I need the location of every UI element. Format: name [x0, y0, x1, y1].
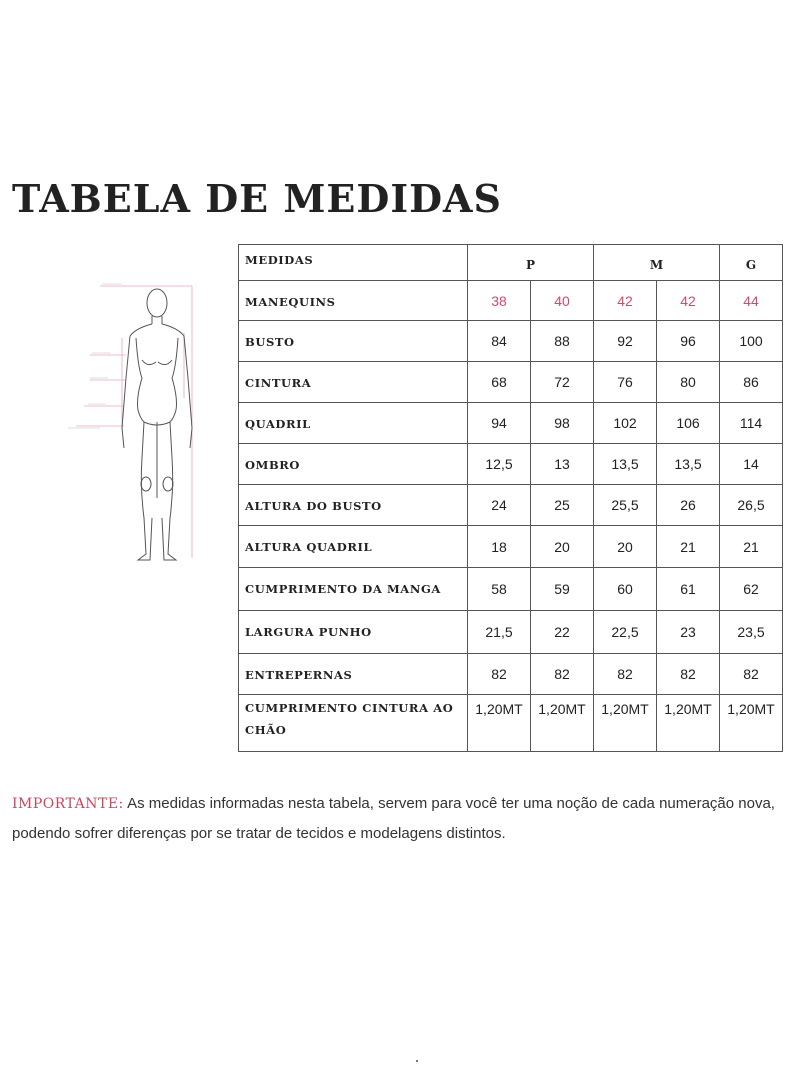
- table-cell: 24: [468, 485, 531, 526]
- table-cell: 23,5: [720, 611, 783, 654]
- table-cell: 25: [531, 485, 594, 526]
- page-title: TABELA DE MEDIDAS: [12, 176, 502, 221]
- table-header-row: [239, 245, 783, 281]
- table-cell: 59: [531, 568, 594, 611]
- table-cell: 98: [531, 403, 594, 444]
- table-cell: 62: [720, 568, 783, 611]
- table-cell: 1,20MT: [468, 695, 531, 752]
- table-cell: 72: [531, 362, 594, 403]
- table-cell: 13: [531, 444, 594, 485]
- table-row: [239, 526, 783, 568]
- table-row: [239, 611, 783, 654]
- table-cell: 44: [720, 281, 783, 321]
- table-cell: 82: [594, 654, 657, 695]
- table-cell: 106: [657, 403, 720, 444]
- table-cell: 114: [720, 403, 783, 444]
- table-cell: 76: [594, 362, 657, 403]
- header-label: MEDIDAS: [239, 245, 468, 281]
- table-cell: 80: [657, 362, 720, 403]
- table-cell: 23: [657, 611, 720, 654]
- table-cell: 14: [720, 444, 783, 485]
- table-cell: 13,5: [594, 444, 657, 485]
- table-cell: 82: [468, 654, 531, 695]
- row-label: MANEQUINS: [239, 281, 468, 321]
- table-cell: 12,5: [468, 444, 531, 485]
- table-cell: 1,20MT: [657, 695, 720, 752]
- table-cell: 26: [657, 485, 720, 526]
- body-measurement-figure-icon: [60, 278, 210, 568]
- table-row: [239, 654, 783, 695]
- row-label: LARGURA PUNHO: [239, 611, 468, 654]
- table-row: [239, 695, 783, 752]
- table-cell: 84: [468, 321, 531, 362]
- table-cell: 21,5: [468, 611, 531, 654]
- table-cell: 25,5: [594, 485, 657, 526]
- row-label: CUMPRIMENTO DA MANGA: [239, 568, 468, 611]
- row-label: CUMPRIMENTO CINTURA AO CHÃO: [239, 695, 468, 752]
- table-cell: 94: [468, 403, 531, 444]
- table-cell: 20: [594, 526, 657, 568]
- table-cell: 38: [468, 281, 531, 321]
- table-cell: 82: [657, 654, 720, 695]
- table-cell: 86: [720, 362, 783, 403]
- table-cell: 21: [657, 526, 720, 568]
- table-cell: 102: [594, 403, 657, 444]
- row-label: ENTREPERNAS: [239, 654, 468, 695]
- table-cell: 96: [657, 321, 720, 362]
- table-cell: 100: [720, 321, 783, 362]
- table-cell: 60: [594, 568, 657, 611]
- table-row: [239, 362, 783, 403]
- table-cell: 58: [468, 568, 531, 611]
- table-cell: 26,5: [720, 485, 783, 526]
- table-cell: 40: [531, 281, 594, 321]
- page-mark: [416, 1060, 418, 1062]
- table-row: [239, 321, 783, 362]
- table-cell: 88: [531, 321, 594, 362]
- table-cell: 18: [468, 526, 531, 568]
- table-cell: 42: [657, 281, 720, 321]
- table-cell: 1,20MT: [531, 695, 594, 752]
- table-cell: 82: [531, 654, 594, 695]
- size-group-p: P: [468, 245, 594, 281]
- table-cell: 68: [468, 362, 531, 403]
- table-cell: 21: [720, 526, 783, 568]
- important-note: [12, 789, 792, 849]
- table-cell: 20: [531, 526, 594, 568]
- row-label: OMBRO: [239, 444, 468, 485]
- table-row: [239, 485, 783, 526]
- table-row: [239, 281, 783, 321]
- table-cell: 1,20MT: [594, 695, 657, 752]
- size-table: [238, 244, 783, 752]
- table-cell: 22,5: [594, 611, 657, 654]
- table-row: [239, 568, 783, 611]
- table-cell: 22: [531, 611, 594, 654]
- row-label: BUSTO: [239, 321, 468, 362]
- table-row: [239, 444, 783, 485]
- table-cell: 42: [594, 281, 657, 321]
- table-cell: 61: [657, 568, 720, 611]
- important-label: IMPORTANTE:: [12, 796, 124, 812]
- row-label: ALTURA QUADRIL: [239, 526, 468, 568]
- table-cell: 13,5: [657, 444, 720, 485]
- table-cell: 1,20MT: [720, 695, 783, 752]
- size-group-m: M: [594, 245, 720, 281]
- table-cell: 92: [594, 321, 657, 362]
- row-label: QUADRIL: [239, 403, 468, 444]
- size-group-g: G: [720, 245, 783, 281]
- row-label: ALTURA DO BUSTO: [239, 485, 468, 526]
- important-text: As medidas informadas nesta tabela, servem para você ter uma noção de cada numeração nova, podendo sofrer diferenças por se tratar de tecidos e modelagens distintos.: [12, 795, 775, 842]
- table-row: [239, 403, 783, 444]
- table-cell: 82: [720, 654, 783, 695]
- row-label: CINTURA: [239, 362, 468, 403]
